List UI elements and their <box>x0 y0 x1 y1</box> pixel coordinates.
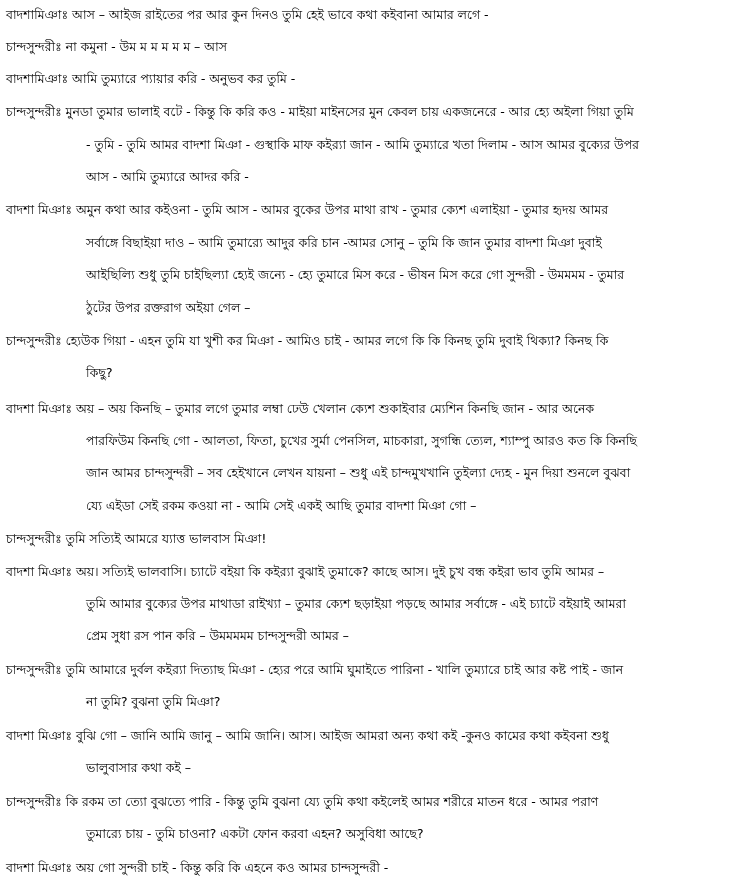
dialogue-line-continuation: আস - আমি তুম্যারে আদর করি - <box>86 169 249 184</box>
dialogue-line-continuation: আইছিল্যি শুধু তুমি চাইছিল্যা হ্যেই জন্যে - হ্যে তুমারে মিস করে - ভীষন মিস করে গো সুন্দরী - উমমমম - তুমার <box>86 267 625 282</box>
dialogue-line: চান্দসুন্দরীঃ কি রকম তা ত্যো বুঝত্যে পারি - কিন্তু তুমি বুঝনা য্যে তুমি কথা কইলেই আমর শরীরে মাতন ধরে - আমর পরাণ <box>6 794 599 809</box>
dialogue-line: চান্দসুন্দরীঃ মুনডা তুমার ভালাই বটে - কিন্তু কি করি কও - মাইয়া মাইনসের মুন কেবল চায় একজনেরে - আর হ্যে অইলা গিয়া তুমি <box>6 104 634 119</box>
dialogue-line-continuation: তুমি আমার বুক্যের উপর মাথাডা রাইখ্যা – তুমার ক্যেশ ছড়াইয়া পড়ছে আমার সর্বাঙ্গে - এই চ্যাটে বইয়াই আমরা <box>86 596 626 611</box>
dialogue-line-continuation: প্রেম সুধা রস পান করি – উমমমমম চান্দসুন্দরী আমর – <box>86 628 349 643</box>
dialogue-line-continuation: তুমার‍্যে চায় - তুমি চাওনা? একটা ফোন করবা এহন? অসুবিধা আছে? <box>86 826 424 841</box>
dialogue-line-continuation: য্যে এইডা সেই রকম কওয়া না - আমি সেই একই আছি তুমার বাদশা মিঞা গো – <box>86 498 477 513</box>
dialogue-line-continuation: না তুমি? বুঝনা তুমি মিঞা? <box>86 694 221 709</box>
dialogue-line: বাদশা মিঞাঃ অয়। সত্যিই ভালবাসি। চ্যাটে বইয়া কি কইর‍্যা বুঝাই তুমাকে? কাছে আস। দুই চুখ বন্ধ কইরা ভাব তুমি আমর – <box>6 564 605 579</box>
dialogue-line-continuation: - তুমি - তুমি আমর বাদশা মিঞা - গুস্থাকি মাফ কইর‍্যা জান - আমি তুম্যারে খতা দিলাম - আস আমর বুক্যের উপর <box>86 137 639 152</box>
dialogue-line-continuation: জান আমর চান্দসুন্দরী – সব হেইখানে লেখন যায়না – শুধু এই চান্দমুখখানি তুইল্যা দ্যেহ - মুন দিয়া শুনলে বুঝবা <box>86 465 631 480</box>
dialogue-line-continuation: ভালুবাসার কথা কই – <box>86 760 191 775</box>
dialogue-line-continuation: কিছু? <box>86 365 113 380</box>
dialogue-line: বাদশামিঞাঃ আমি তুম্যারে প্যায়ার করি - অনুভব কর তুমি - <box>6 71 296 86</box>
dialogue-line-continuation: সর্বাঙ্গে বিছাইয়া দাও – আমি তুমার‍্যে আদুর করি চান -আমর সোনু – তুমি কি জান তুমার বাদশা মিঞা দুবাই <box>86 235 602 250</box>
dialogue-line: বাদশা মিঞাঃ বুঝি গো – জানি আমি জানু – আমি জানি। আস। আইজ আমরা অন্য কথা কই -কুনও কামের কথা কইবনা শুধু <box>6 728 609 743</box>
dialogue-line: চান্দসুন্দরীঃ না কমুনা - উম ম ম ম ম ম – আস <box>6 39 227 54</box>
dialogue-line: বাদশা মিঞাঃ অয় গো সুন্দরী চাই - কিন্তু করি কি এহনে কও আমর চান্দসুন্দরী - <box>6 860 389 875</box>
dialogue-line-continuation: পারফিউম কিনছি গো - আলতা, ফিতা, চুখের সুর্মা পেনসিল, মাচকারা, সুগন্ধি ত্যেল, শ্যাম্পু আরও কত কি কিনছি <box>86 433 637 448</box>
dialogue-line: চান্দসুন্দরীঃ তুমি সত্যিই আমরে য্যাত্ত ভালবাস মিঞা! <box>6 531 267 546</box>
dialogue-line: চান্দসুন্দরীঃ হ্যেউক গিয়া - এহন তুমি যা খুশী কর মিঞা - আমিও চাই - আমর লগে কি কি কিনছ তুমি দুবাই থিক্যা? কিনছ কি <box>6 333 609 348</box>
dialogue-line: বাদশামিঞাঃ আস – আইজ রাইতের পর আর কুন দিনও তুমি হেই ভাবে কথা কইবানা আমার লগে - <box>6 7 489 22</box>
dialogue-line-continuation: ঠুটের উপর রক্তরাগ অইয়া গেল – <box>86 300 251 315</box>
dialogue-line: বাদশা মিঞাঃ অমুন কথা আর কইওনা - তুমি আস - আমর বুকের উপর মাথা রাখ - তুমার ক্যেশ এলাইয়া - তুমার হৃদয় আমর <box>6 202 609 217</box>
dialogue-line: চান্দসুন্দরীঃ তুমি আমারে দুর্বল কইর‍্যা দিত্যাছ মিঞা - হ্যের পরে আমি ঘুমাইতে পারিনা - খালি তুম্যারে চাই আর কষ্ট পাই - জান <box>6 662 624 677</box>
dialogue-line: বাদশা মিঞাঃ অয় – অয় কিনছি – তুমার লগে তুমার লম্বা ঢেউ খেলান ক্যেশ শুকাইবার ম্যেশিন কিনছি জান - আর অনেক <box>6 401 595 416</box>
